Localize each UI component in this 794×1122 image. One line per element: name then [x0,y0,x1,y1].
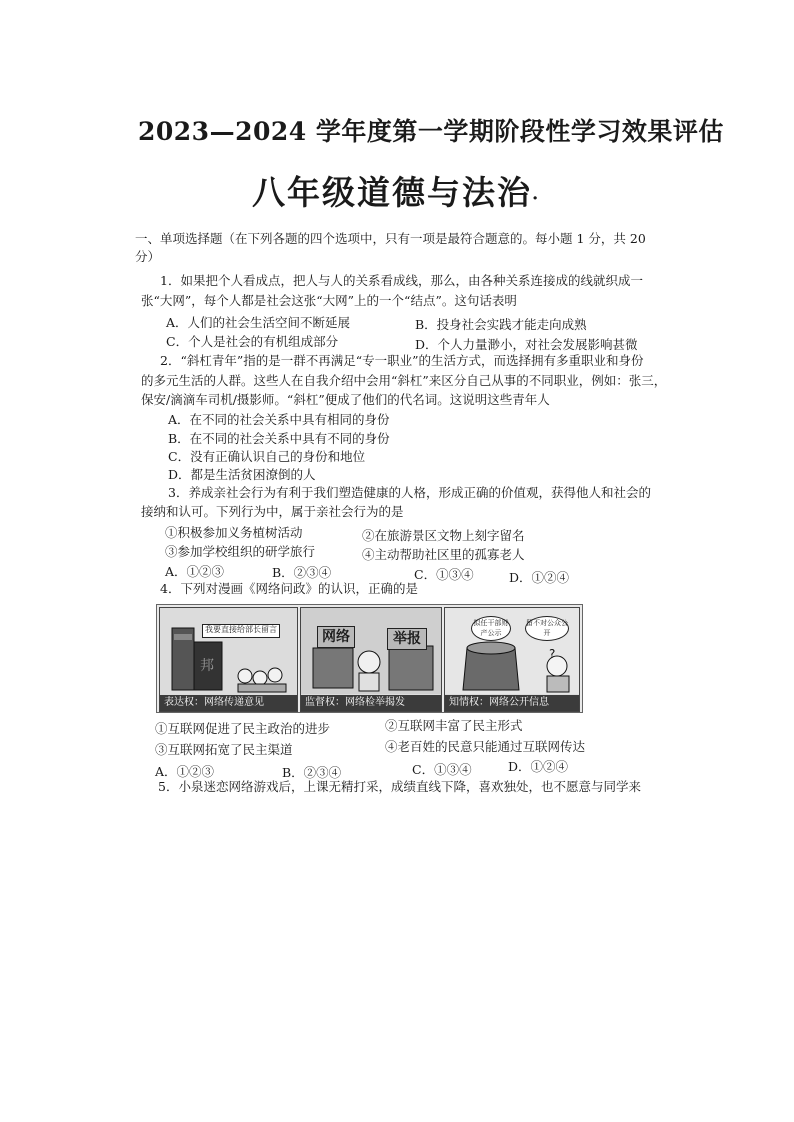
q1-option-b: B．投身社会实践才能走向成熟 [415,317,587,332]
q3-item-1: ①积极参加义务植树活动 [165,525,303,540]
q5-stem-line1: 5．小泉迷恋网络游戏后，上课无精打采，成绩直线下降，喜欢独处，也不愿意与同学来 [158,779,641,794]
q4-item-2: ②互联网丰富了民主形式 [385,718,523,733]
q4-option-c: C．①③④ [412,762,472,777]
section-heading-cont: 分） [135,249,161,264]
q3-stem-line1: 3．养成亲社会行为有利于我们塑造健康的人格，形成正确的价值观，获得他人和社会的 [168,485,651,500]
panel2-caption: 监督权：网络检举揭发 [301,695,441,711]
q4-option-d: D．①②④ [508,759,569,774]
q2-stem-line1: 2．“斜杠青年”指的是一群不再满足“专一职业”的生活方式，而选择拥有多重职业和身份 [160,353,644,368]
q1-option-d: D．个人力量渺小，对社会发展影响甚微 [415,337,638,352]
q2-stem-line3: 保安/滴滴车司机/摄影师。“斜杠”便成了他们的代名词。这说明这些青年人 [141,392,550,407]
exam-title: 2023—2024 学年度第一学期阶段性学习效果评估 [138,117,724,146]
q1-option-c: C．个人是社会的有机组成部分 [166,334,339,349]
q3-option-c: C．①③④ [414,567,474,582]
panel2-illustration [301,608,441,694]
panel1-sign: 我要直接给部长留言 [202,624,280,638]
q1-option-a: A．人们的社会生活空间不断延展 [166,315,351,330]
q3-item-2: ②在旅游景区文物上刻字留名 [362,528,525,543]
q3-item-4: ④主动帮助社区里的孤寡老人 [362,547,525,562]
panel3-caption: 知情权：网络公开信息 [445,695,579,711]
panel2-box-report: 举报 [387,628,427,650]
panel1-illustration [160,608,297,694]
q2-option-c: C．没有正确认识自己的身份和地位 [168,449,366,464]
q4-item-3: ③互联网拓宽了民主渠道 [155,742,293,757]
q2-stem-line2: 的多元生活的人群。这些人在自我介绍中会用“斜杠”来区分自己从事的不同职业，例如：张三， [141,373,667,388]
panel3-bubble-officials: 拟任干部财产公示 [471,616,511,641]
svg-text:?: ? [549,647,556,661]
panel2-box-network: 网络 [317,626,355,648]
panel3-bubble-public: 留不对公众公开 [525,616,569,641]
cartoon-network-politics [156,604,583,713]
q4-stem: 4．下列对漫画《网络问政》的认识，正确的是 [160,581,418,596]
exam-subject [252,167,540,214]
q3-item-3: ③参加学校组织的研学旅行 [165,544,316,559]
q3-stem-line2: 接纳和认可。下列行为中，属于亲社会行为的是 [141,504,404,519]
q1-stem-line2: 张“大网”，每个人都是社会这张“大网”上的一个“结点”。这句话表明 [141,293,517,308]
cartoon-panel-expression [159,607,298,712]
q4-item-4: ④老百姓的民意只能通过互联网传达 [385,739,586,754]
q2-option-b: B．在不同的社会关系中具有不同的身份 [168,431,390,446]
q2-option-a: A．在不同的社会关系中具有相同的身份 [168,412,390,427]
q1-stem-line1: 1．如果把个人看成点，把人与人的关系看成线，那么，由各种关系连接成的线就织成一 [160,273,643,288]
q4-option-b: B．②③④ [282,765,342,780]
exam-subject-text: 八年级道德与法治 [252,173,532,212]
panel1-caption: 表达权：网络传递意见 [160,695,297,711]
q3-option-a: A．①②③ [165,564,225,579]
cartoon-panel-right-to-know [444,607,580,712]
q4-item-1: ①互联网促进了民主政治的进步 [155,721,331,736]
svg-text:邦: 邦 [200,658,214,674]
q4-option-a: A．①②③ [155,764,215,779]
subject-mark: · [532,188,541,209]
q3-option-d: D．①②④ [509,570,570,585]
q2-option-d: D．都是生活贫困潦倒的人 [168,467,316,482]
cartoon-panel-supervision [300,607,442,712]
section-heading: 一、单项选择题（在下列各题的四个选项中，只有一项是最符合题意的。每小题 1 分，共 20 [135,231,646,246]
q3-option-b: B．②③④ [272,565,332,580]
